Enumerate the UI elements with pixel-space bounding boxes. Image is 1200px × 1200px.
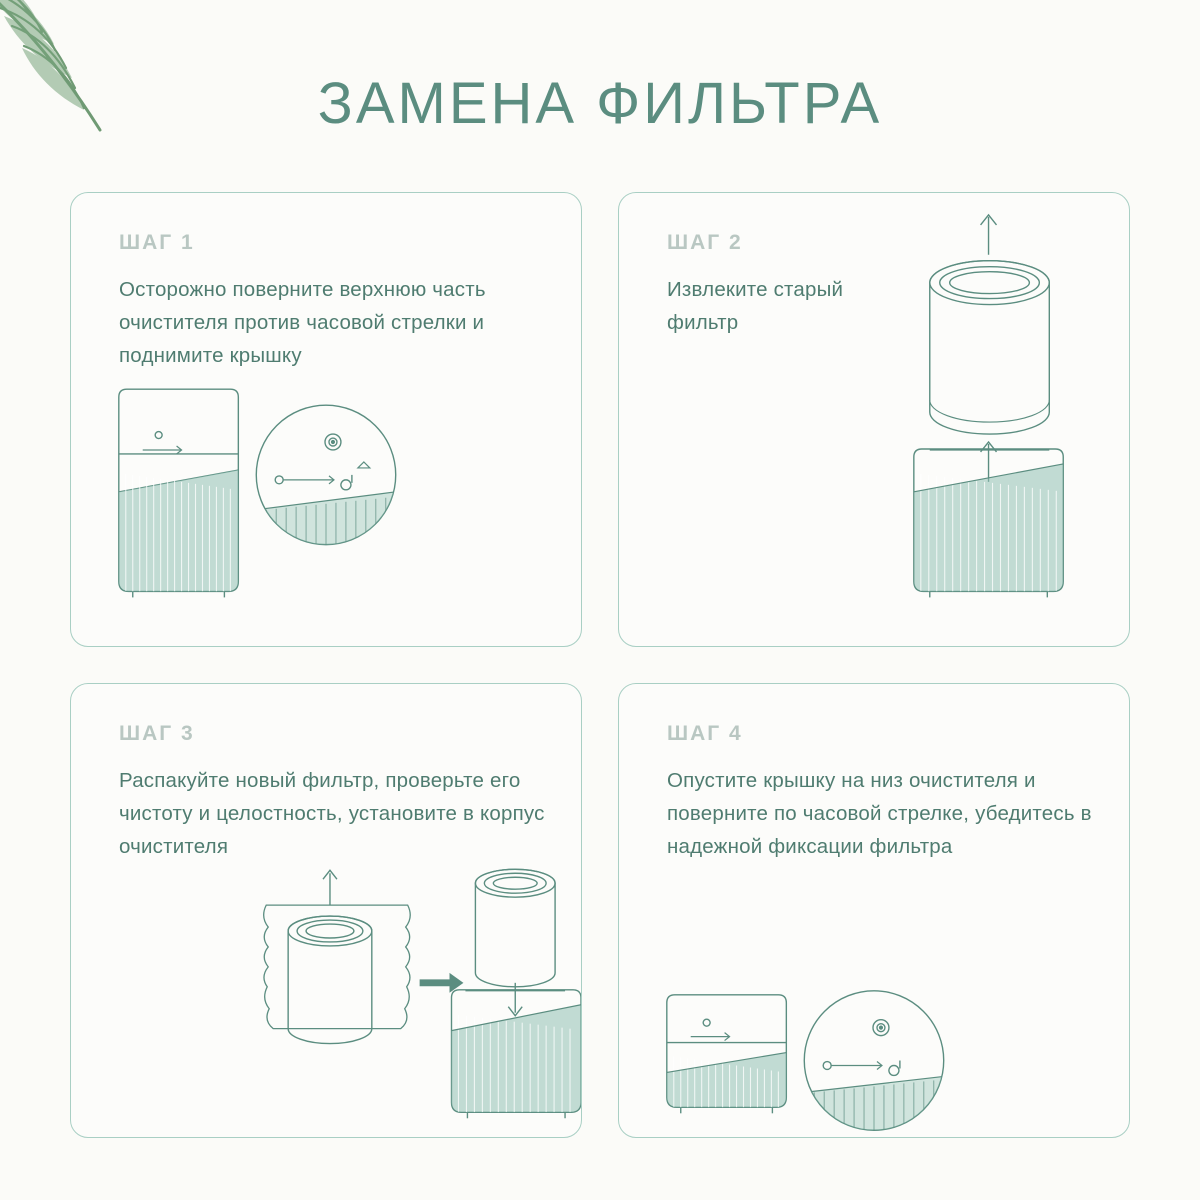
step-2-label: ШАГ 2 <box>667 231 743 254</box>
page-title: ЗАМЕНА ФИЛЬТРА <box>317 71 883 136</box>
step-card-3 <box>70 683 582 1138</box>
step-1-text: Осторожно поверните верхнюю часть очистителя против часовой стрелки и поднимите крышку <box>119 278 486 368</box>
step-4-illustration <box>619 684 1129 1137</box>
step-card-4 <box>618 683 1130 1138</box>
step-4-text: Опустите крышку на низ очистителя и поверните по часовой стрелке, убедитесь в надежной фиксации фильтра <box>667 769 1092 859</box>
step-3-label: ШАГ 3 <box>119 722 195 745</box>
steps-grid <box>70 192 1130 1138</box>
step-4-label: ШАГ 4 <box>667 722 743 745</box>
step-3-illustration <box>71 684 581 1137</box>
step-3-text: Распакуйте новый фильтр, проверьте его чистоту и целостность, установите в корпус очистителя <box>119 769 545 859</box>
step-1-illustration <box>71 193 581 646</box>
step-card-2 <box>618 192 1130 647</box>
step-1-label: ШАГ 1 <box>119 231 195 254</box>
step-2-text: Извлеките старый фильтр <box>667 278 844 335</box>
step-2-illustration <box>619 193 1129 646</box>
step-card-1 <box>70 192 582 647</box>
